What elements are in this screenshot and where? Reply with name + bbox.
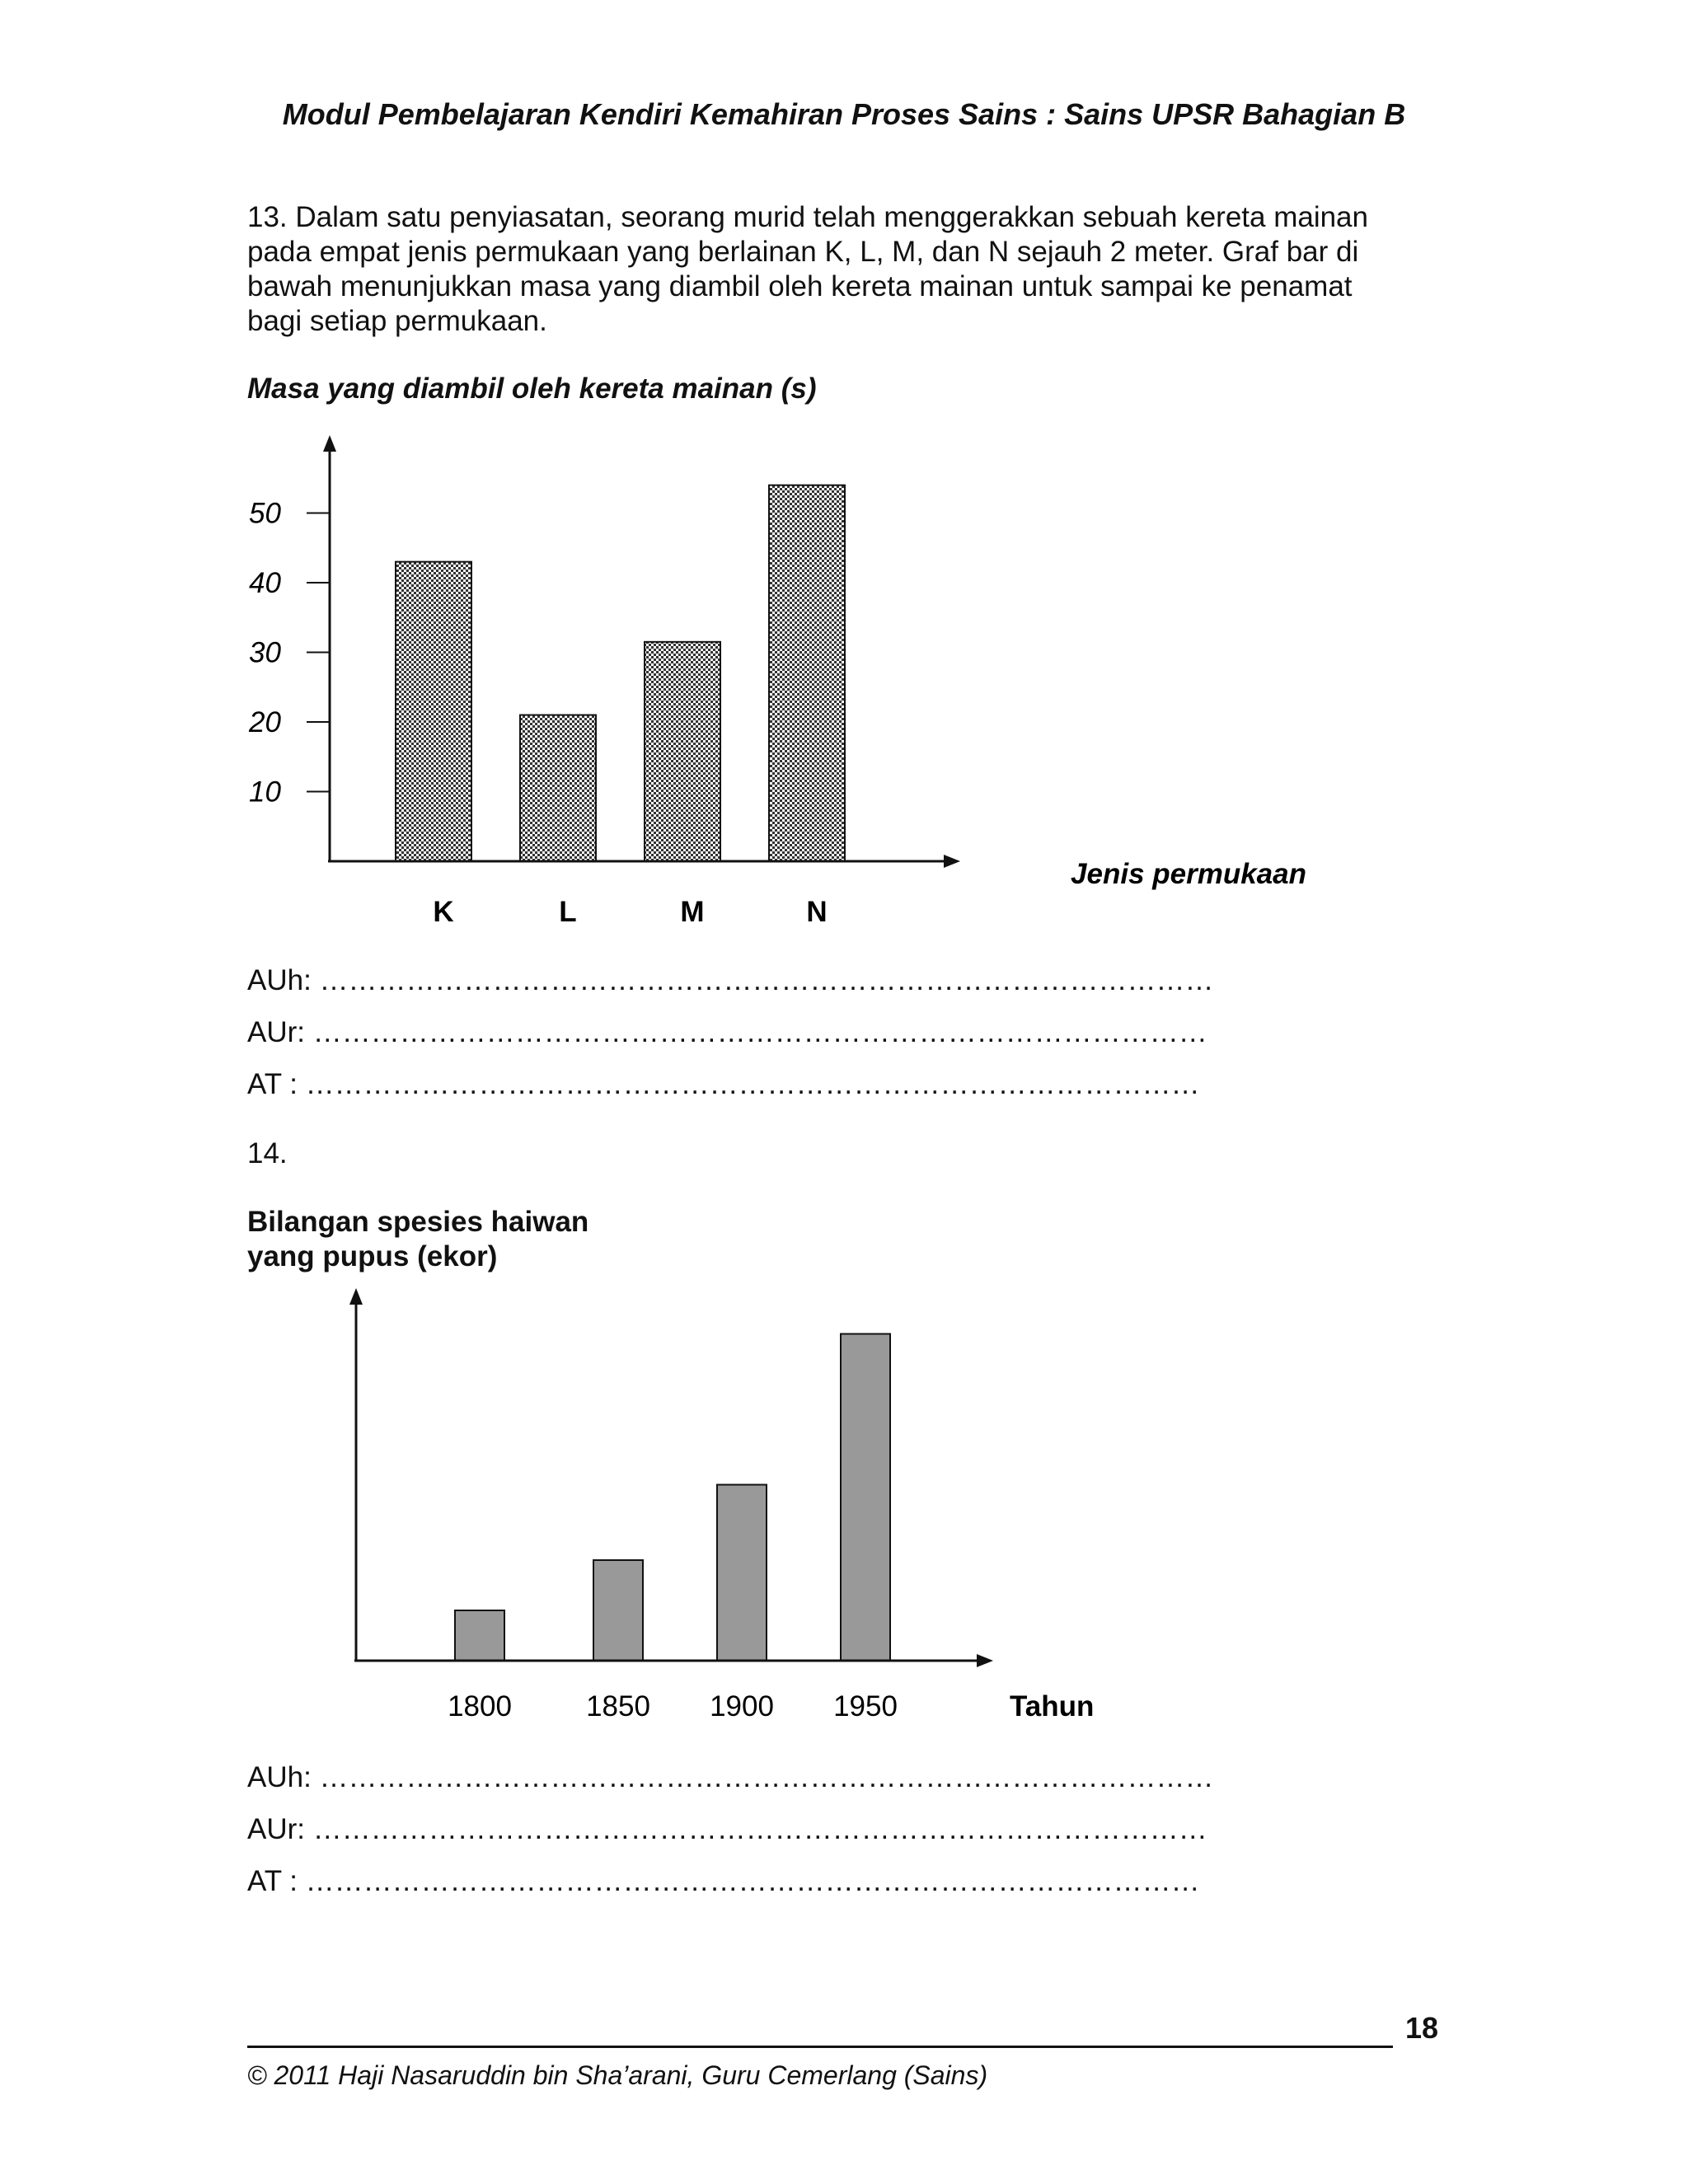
chart1-x-labels xyxy=(433,896,827,928)
q13-aur-line: AUr: ………………………………………………………………………………… xyxy=(247,1016,1207,1048)
q13-auh-line: AUh: ………………………………………………………………………………… xyxy=(247,964,1214,996)
q13-at-line: AT : ………………………………………………………………………………… xyxy=(247,1068,1200,1100)
chart1-ticks xyxy=(248,498,330,808)
chart1-x-axis-title: Jenis permukaan xyxy=(1071,858,1306,890)
chart2-x-tick-label: 1800 xyxy=(448,1690,512,1722)
chart2-bars xyxy=(455,1334,890,1661)
chart2-bar xyxy=(455,1610,504,1661)
chart2-x-axis-title: Tahun xyxy=(1010,1690,1095,1722)
chart1-y-tick-label: 30 xyxy=(249,636,281,669)
chart2-bar xyxy=(593,1560,643,1661)
chart2-x-axis-arrow xyxy=(977,1654,993,1667)
question-14-number: 14. xyxy=(247,1137,288,1169)
chart1-bar xyxy=(769,485,845,861)
question-13-line: bawah menunjukkan masa yang diambil oleh kereta mainan untuk sampai ke penamat xyxy=(247,270,1353,302)
chart1-y-tick-label: 20 xyxy=(249,706,281,738)
chart1-y-axis-title: Masa yang diambil oleh kereta mainan (s) xyxy=(247,373,817,405)
chart2-x-tick-label: 1900 xyxy=(710,1690,774,1722)
chart2-x-labels xyxy=(448,1690,898,1722)
q14-aur-line: AUr: ………………………………………………………………………………… xyxy=(247,1813,1207,1845)
chart2-x-tick-label: 1850 xyxy=(586,1690,650,1722)
chart1-y-tick-label: 10 xyxy=(249,776,281,808)
footer-copyright: © 2011 Haji Nasaruddin bin Sha’arani, Guru Cemerlang (Sains) xyxy=(247,2060,988,2090)
chart1-x-tick-label: K xyxy=(433,896,454,928)
footer-divider xyxy=(247,2046,1393,2048)
chart1-y-tick-label: 50 xyxy=(249,497,281,530)
chart1-x-tick-label: N xyxy=(806,896,828,928)
chart2-svg xyxy=(247,1282,1154,1743)
chart2-y-axis-title-line: yang pupus (ekor) xyxy=(247,1240,498,1272)
chart1-x-tick-label: M xyxy=(680,896,705,928)
chart1-x-axis-arrow xyxy=(944,855,960,868)
chart1-x-tick-label: L xyxy=(559,896,577,928)
chart1-y-axis-arrow xyxy=(323,435,336,452)
q14-at-line: AT : ………………………………………………………………………………… xyxy=(247,1865,1200,1897)
question-13-line: bagi setiap permukaan. xyxy=(247,305,547,337)
chart1-y-tick-label: 40 xyxy=(249,567,281,599)
chart2-y-axis-title-line: Bilangan spesies haiwan xyxy=(247,1206,589,1238)
question-13-text xyxy=(247,200,1467,339)
chart1-svg xyxy=(231,429,1385,940)
chart1-bar xyxy=(520,715,596,861)
page-number: 18 xyxy=(1405,2011,1439,2045)
chart2-x-tick-label: 1950 xyxy=(833,1690,898,1722)
chart2-bar xyxy=(717,1485,767,1661)
chart2-bar xyxy=(841,1334,890,1661)
chart2-y-axis-arrow xyxy=(349,1288,363,1305)
q14-auh-line: AUh: ………………………………………………………………………………… xyxy=(247,1761,1214,1793)
question-13-line: pada empat jenis permukaan yang berlainan K, L, M, dan N sejauh 2 meter. Graf bar di xyxy=(247,236,1359,268)
page-header: Modul Pembelajaran Kendiri Kemahiran Proses Sains : Sains UPSR Bahagian B xyxy=(282,97,1406,131)
chart1-bars xyxy=(396,485,845,861)
chart1-bar xyxy=(396,562,471,861)
question-13-line: 13. Dalam satu penyiasatan, seorang murid telah menggerakkan sebuah kereta mainan xyxy=(247,201,1368,233)
chart1-bar xyxy=(645,642,720,861)
chart2-y-axis-title xyxy=(247,1205,588,1274)
